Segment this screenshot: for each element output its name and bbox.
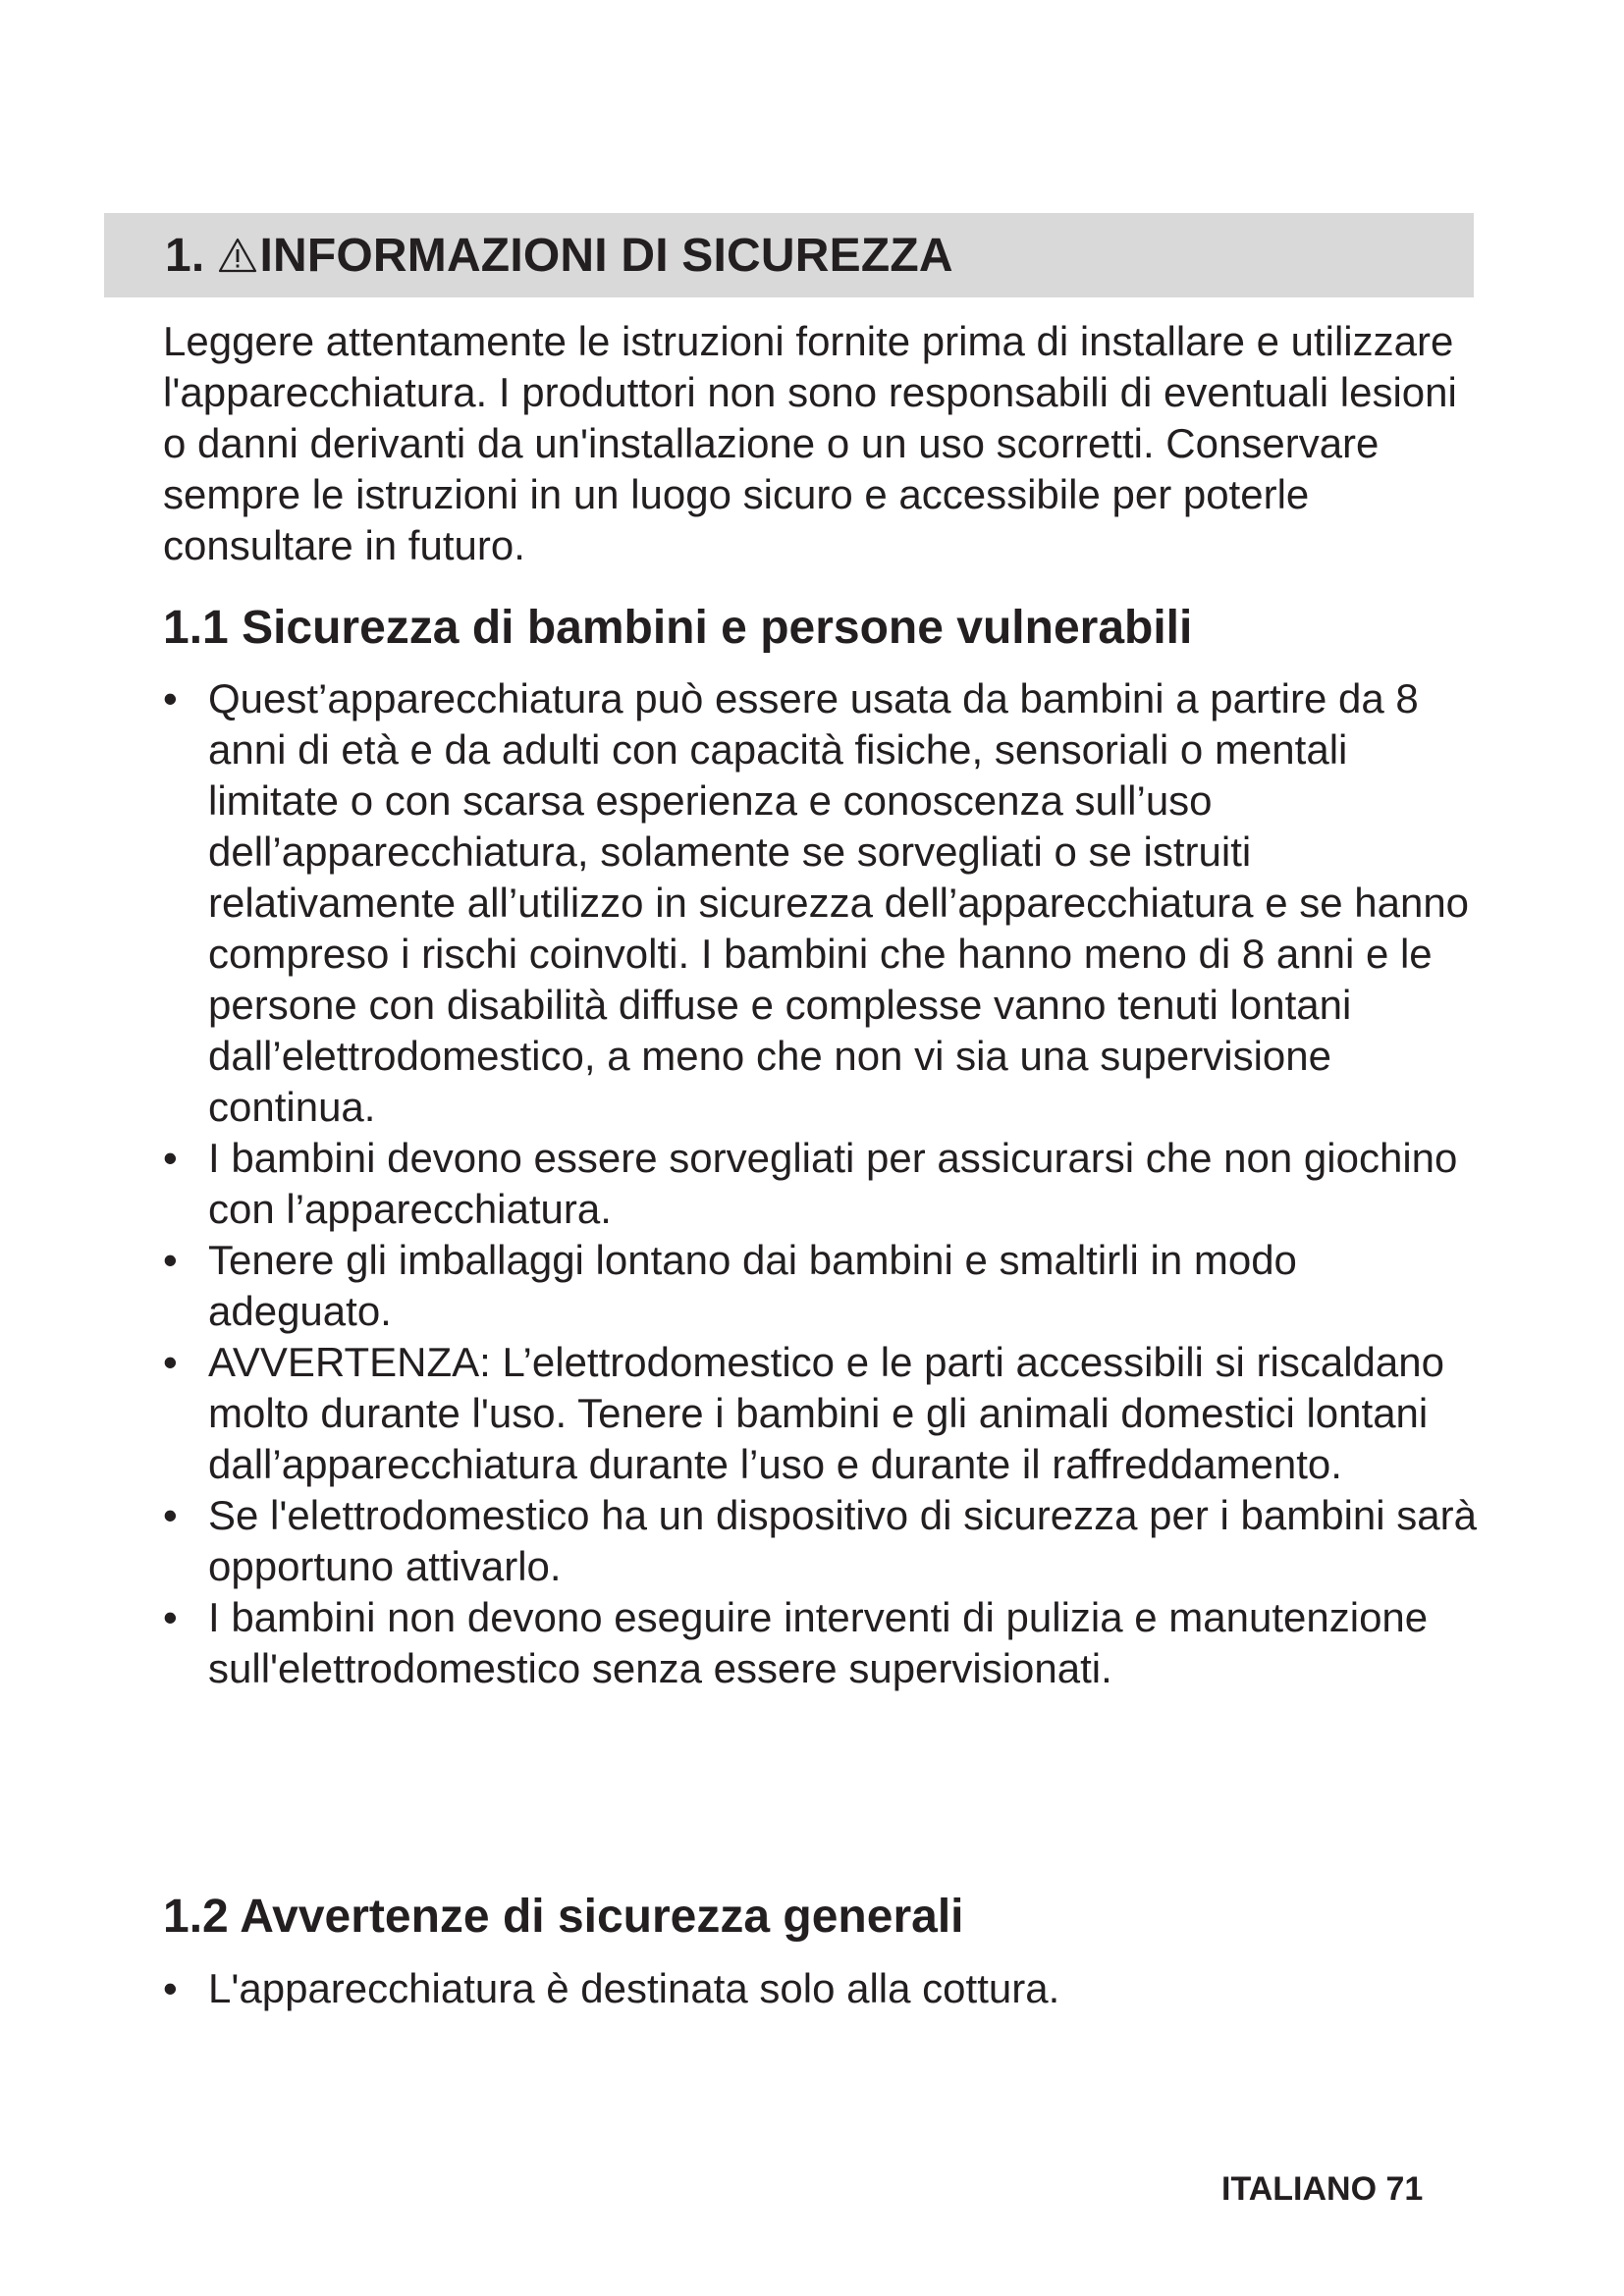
chapter-title-text: INFORMAZIONI DI SICUREZZA [259,230,953,282]
list-item: • I bambini devono essere sorvegliati per assicurarsi che non giochino con l’apparecchiatura. [163,1135,1458,1232]
list-item: • I bambini non devono eseguire interventi di pulizia e manutenzione sull'elettrodomestico senza essere supervisionati. [163,1594,1429,1691]
list-item: • AVVERTENZA: L’elettrodomestico e le parti accessibili si riscaldano molto durante l'uso. Tenere i bambini e gli animali domestici lontani dall’apparecchiatura durante l’uso e durante il raffreddamento. [163,1339,1444,1487]
bullet-dot: • [163,1965,178,2011]
page-footer: ITALIANO 71 [1221,2170,1424,2208]
list-item: • Se l'elettrodomestico ha un dispositivo di sicurezza per i bambini sarà opportuno attivarlo. [163,1492,1477,1589]
general-safety-list [163,1963,1479,2014]
section-title-children-safety: 1.1 Sicurezza di bambini e persone vulnerabili [163,602,1193,654]
chapter-number: 1. [165,230,205,282]
bullet-dot: • [163,1135,178,1181]
list-item: • Tenere gli imballaggi lontano dai bambini e smaltirli in modo adeguato. [163,1237,1297,1334]
bullet-dot: • [163,1594,178,1640]
warning-triangle-icon [218,238,257,273]
section-title-general-safety: 1.2 Avvertenze di sicurezza generali [163,1891,964,1943]
list-item: • L'apparecchiatura è destinata solo alla cottura. [163,1963,1479,2014]
list-item: • Quest’apparecchiatura può essere usata da bambini a partire da 8 anni di età e da adulti con capacità fisiche, sensoriali o mentali limitate o con scarsa esperienza e conoscenza sull’uso dell’apparecchiatura, solamente se sorvegliati o se istruiti relativamente all’utilizzo in sicurezza dell’apparecchiatura e se hanno compreso i rischi coinvolti. I bambini che hanno meno di 8 anni e le persone con disabilità diffuse e complesse vanno tenuti lontani dall’elettrodomestico, a meno che non vi sia una supervisione continua. [163,675,1470,1130]
children-safety-list [163,673,1479,1694]
bullet-dot: • [163,675,178,721]
bullet-dot: • [163,1492,178,1538]
bullet-dot: • [163,1339,178,1385]
chapter-title [165,230,953,283]
intro-paragraph: Leggere attentamente le istruzioni fornite prima di installare e utilizzare l'apparecchiatura. I produttori non sono responsabili di eventuali lesioni o danni derivanti da un'installazione o un uso scorretti. Conservare sempre le istruzioni in un luogo sicuro e accessibile per poterle consultare in futuro. [163,318,1457,568]
bullet-dot: • [163,1237,178,1283]
